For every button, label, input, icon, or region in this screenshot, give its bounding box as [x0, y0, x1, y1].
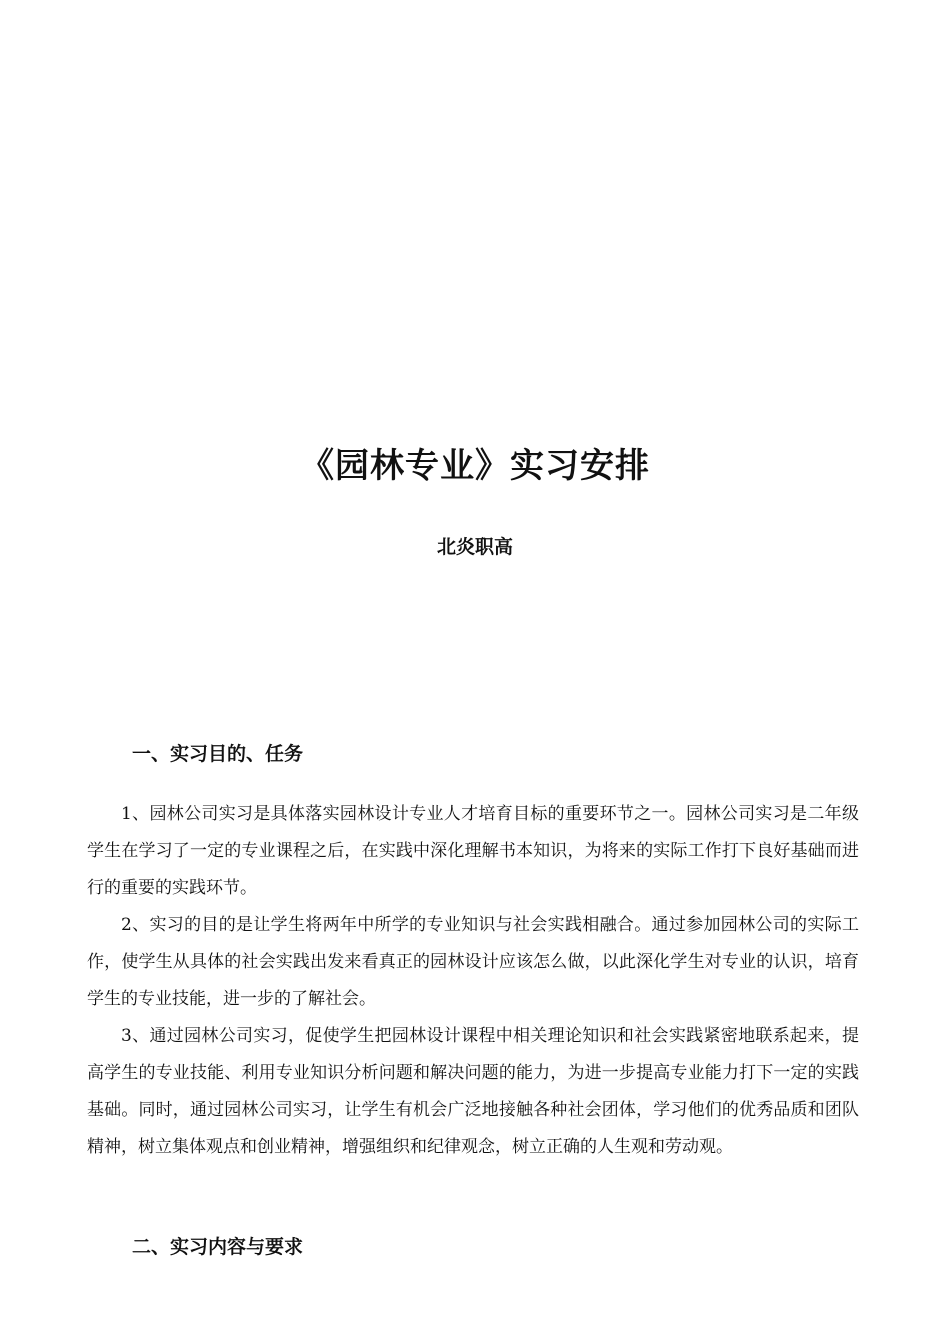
- section-heading-content: 二、实习内容与要求: [132, 1236, 304, 1258]
- paragraph: 3、通过园林公司实习，促使学生把园林设计课程中相关理论知识和社会实践紧密地联系起来，提高学生的专业技能、利用专业知识分析问题和解决问题的能力，为进一步提高专业能力打下一定的实践基础。同时，通过园林公司实习，让学生有机会广泛地接触各种社会团体，学习他们的优秀品质和团队精神，树立集体观点和创业精神，增强组织和纪律观念，树立正确的人生观和劳动观。: [87, 1026, 859, 1157]
- paragraph: 1、园林公司实习是具体落实园林设计专业人才培育目标的重要环节之一。园林公司实习是二年级学生在学习了一定的专业课程之后，在实践中深化理解书本知识，为将来的实际工作打下良好基础而进行的重要的实践环节。: [87, 804, 859, 898]
- section-body-purpose: [87, 796, 859, 1166]
- document-title: 《园林专业》实习安排: [300, 446, 650, 486]
- paragraph: 2、实习的目的是让学生将两年中所学的专业知识与社会实践相融合。通过参加园林公司的实际工作，使学生从具体的社会实践出发来看真正的园林设计应该怎么做，以此深化学生对专业的认识，培育学生的专业技能，进一步的了解社会。: [87, 915, 859, 1009]
- document-subtitle: 北炎职高: [436, 536, 513, 558]
- section-heading-purpose: 一、实习目的、任务: [132, 743, 304, 765]
